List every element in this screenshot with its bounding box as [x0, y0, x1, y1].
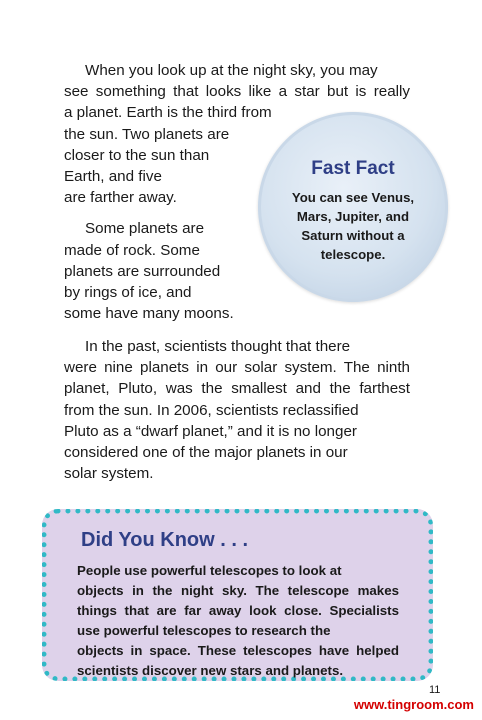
para3-line: considered one of the major planets in our — [64, 444, 348, 461]
did-you-know-line: objects in the night sky. The telescope makes — [77, 583, 399, 598]
para1-line: When you look up at the night sky, you may — [85, 62, 378, 79]
para1-line: the sun. Two planets are — [64, 126, 230, 143]
para2-line: some have many moons. — [64, 305, 234, 322]
page-number: 11 — [429, 684, 441, 696]
para3-line: planet, Pluto, was the smallest and the farthest — [64, 380, 410, 397]
para2-line: Some planets are — [85, 220, 205, 237]
did-you-know-line: objects in space. These telescopes have helped — [77, 643, 399, 658]
did-you-know-box — [42, 509, 433, 681]
para1-line: closer to the sun than — [64, 147, 210, 164]
para2-line: made of rock. Some — [64, 242, 200, 259]
did-you-know-title: Did You Know . . . — [81, 529, 249, 551]
did-you-know-line: things that are far away look close. Specialists — [77, 603, 399, 618]
fast-fact-line: You can see Venus, — [291, 190, 415, 205]
para1-line: see something that looks like a star but is really — [64, 83, 410, 100]
did-you-know-line: scientists discover new stars and planets. — [77, 663, 344, 678]
para2-line: by rings of ice, and — [64, 284, 192, 301]
para3-line: solar system. — [64, 465, 154, 482]
para3-line: were nine planets in our solar system. The ninth — [64, 359, 410, 376]
did-you-know-line: use powerful telescopes to research the — [77, 623, 331, 638]
para3-line: In the past, scientists thought that there — [85, 338, 351, 355]
para3-line: Pluto as a “dwarf planet,” and it is no longer — [64, 423, 357, 440]
para1-line: Earth, and five — [64, 168, 162, 185]
fast-fact-line: telescope. — [320, 247, 386, 262]
did-you-know-line: People use powerful telescopes to look at — [77, 563, 342, 578]
para1-line: are farther away. — [64, 189, 177, 206]
fast-fact-callout — [258, 112, 448, 302]
fast-fact-title: Fast Fact — [311, 158, 395, 179]
para2-line: planets are surrounded — [64, 263, 221, 280]
watermark: www.tingroom.com — [353, 697, 474, 712]
fast-fact-line: Mars, Jupiter, and — [296, 209, 410, 224]
fast-fact-line: Saturn without a — [301, 228, 405, 243]
para1-line: a planet. Earth is the third from — [64, 104, 272, 121]
para3-line: from the sun. In 2006, scientists reclassified — [64, 402, 359, 419]
